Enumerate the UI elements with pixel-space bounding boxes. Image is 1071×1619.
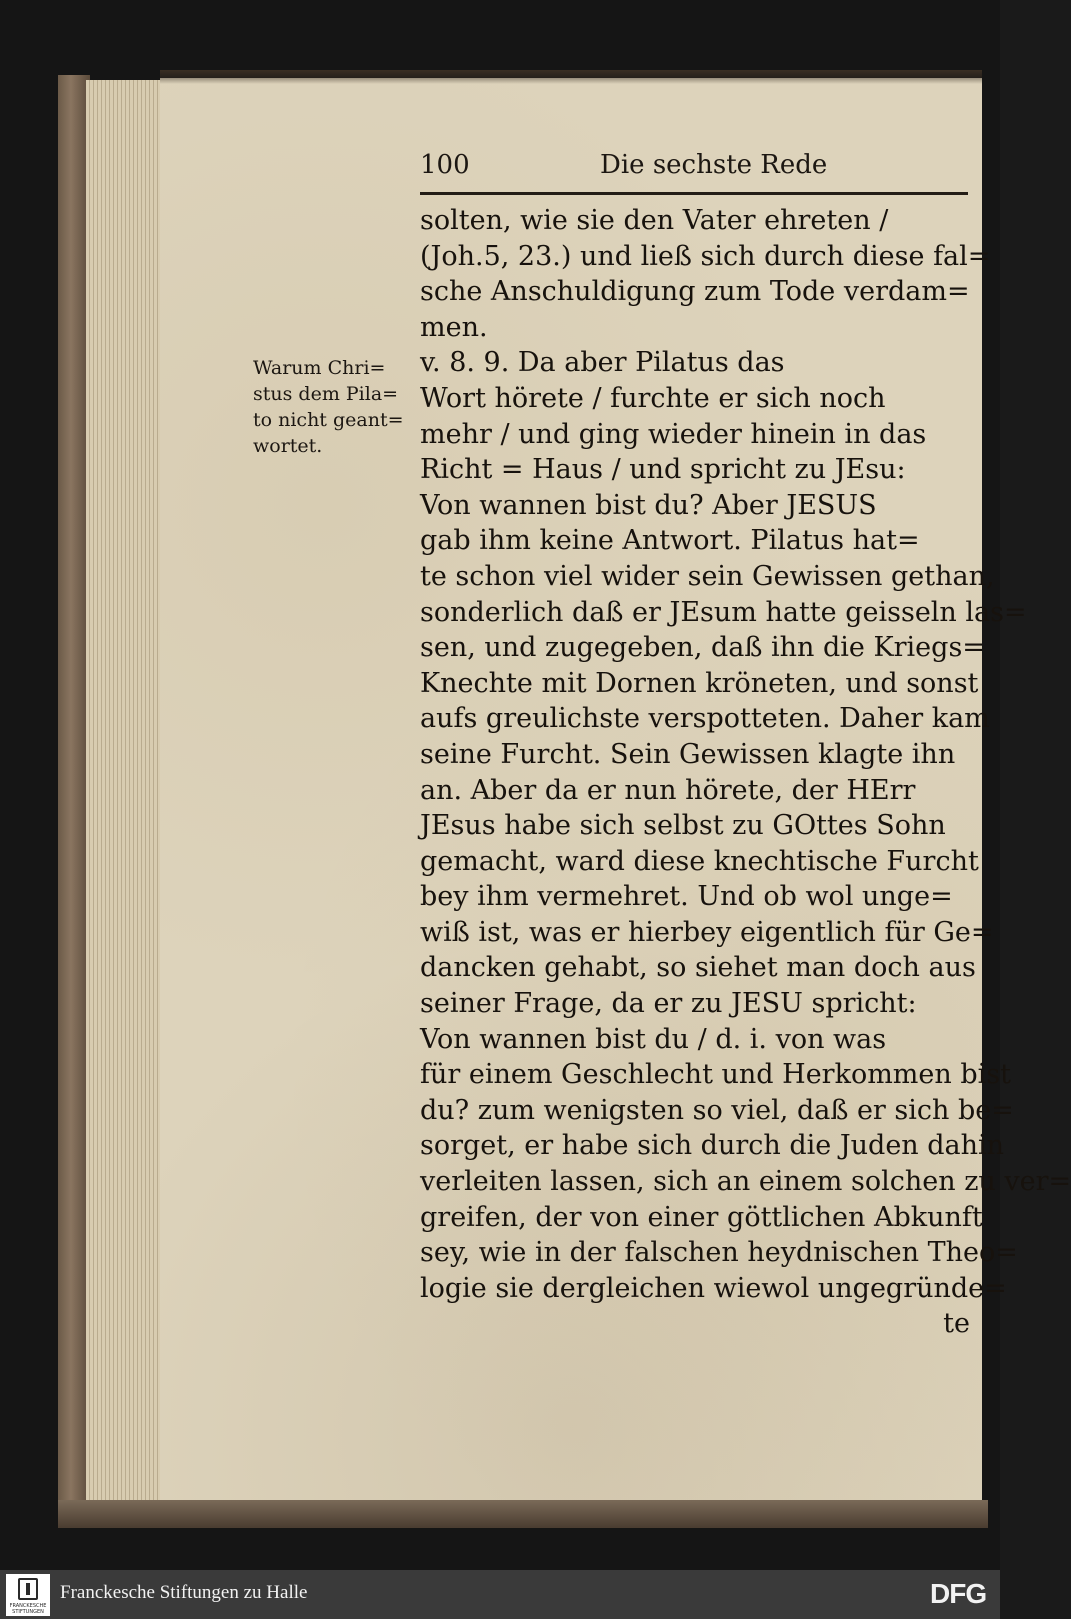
header-rule <box>420 192 968 195</box>
text-line: gemacht, ward diese knechtische Furcht <box>420 845 979 877</box>
text-line: greifen, der von einer göttlichen Abkunft <box>420 1201 983 1233</box>
text-line: seine Furcht. Sein Gewissen klagte ihn <box>420 738 956 770</box>
text-line: Richt = Haus / und spricht zu JEsu: <box>420 454 906 486</box>
institution-logo-icon <box>18 1578 38 1600</box>
text-line: logie sie dergleichen wiewol ungegründe= <box>420 1272 1007 1304</box>
page-stack <box>86 80 166 1500</box>
margin-note-line: stus dem Pila= <box>253 383 399 405</box>
catchword: te <box>943 1308 970 1340</box>
margin-note <box>253 355 403 459</box>
text-line: an. Aber da er nun hörete, der HErr <box>420 774 916 806</box>
text-line: te schon viel wider sein Gewissen gethan, <box>420 560 995 592</box>
text-line: Von wannen bist du? Aber JESUS <box>420 489 877 521</box>
running-title: Die sechste Rede <box>600 150 828 180</box>
text-line: verleiten lassen, sich an einem solchen zu ver= <box>420 1166 1071 1198</box>
text-line: bey ihm vermehret. Und ob wol unge= <box>420 881 953 913</box>
institution-name-link[interactable]: Franckesche Stiftungen zu Halle <box>60 1582 308 1603</box>
text-line: aufs greulichste verspotteten. Daher kam <box>420 703 990 735</box>
book-bottom-edge <box>58 1500 988 1528</box>
margin-note-line: Warum Chri= <box>253 357 386 379</box>
text-line: mehr / und ging wieder hinein in das <box>420 418 927 450</box>
institution-logo-text: FRANCKESCHE STIFTUNGEN <box>9 1603 47 1615</box>
margin-note-line: wortet. <box>253 435 323 457</box>
margin-note-line: to nicht geant= <box>253 409 404 431</box>
running-head <box>420 150 965 184</box>
text-line: men. <box>420 311 488 343</box>
page-number: 100 <box>420 150 470 180</box>
text-line: sonderlich daß er JEsum hatte geisseln las= <box>420 596 1027 628</box>
text-line: (Joh.5, 23.) und ließ sich durch diese fal= <box>420 240 991 272</box>
text-line: sche Anschuldigung zum Tode verdam= <box>420 276 970 308</box>
text-line: für einem Geschlecht und Herkommen bist <box>420 1059 1011 1091</box>
text-line: seiner Frage, da er zu JESU spricht: <box>420 988 917 1020</box>
text-line: JEsus habe sich selbst zu GOttes Sohn <box>420 810 946 842</box>
text-line: du? zum wenigsten so viel, daß er sich be= <box>420 1094 1014 1126</box>
page-top-shadow <box>160 70 982 84</box>
body-text <box>420 203 1071 1342</box>
text-line: Von wannen bist du / d. i. von was <box>420 1023 887 1055</box>
dfg-logo[interactable]: DFG <box>930 1578 987 1609</box>
text-line: sen, und zugegeben, daß ihn die Kriegs= <box>420 632 985 664</box>
institution-logo[interactable] <box>6 1574 50 1616</box>
text-line: sorget, er habe sich durch die Juden dahin <box>420 1130 1005 1162</box>
text-line: Knechte mit Dornen kröneten, und sonst <box>420 667 979 699</box>
text-line: solten, wie sie den Vater ehreten / <box>420 205 889 236</box>
text-line: wiß ist, was er hierbey eigentlich für Ge= <box>420 916 994 948</box>
text-line: Wort hörete / furchte er sich noch <box>420 382 886 414</box>
text-line: dancken gehabt, so siehet man doch aus <box>420 952 976 984</box>
text-line: v. 8. 9. Da aber Pilatus das <box>420 347 785 379</box>
text-line: sey, wie in der falschen heydnischen Theo= <box>420 1237 1018 1269</box>
text-line: gab ihm keine Antwort. Pilatus hat= <box>420 525 920 557</box>
